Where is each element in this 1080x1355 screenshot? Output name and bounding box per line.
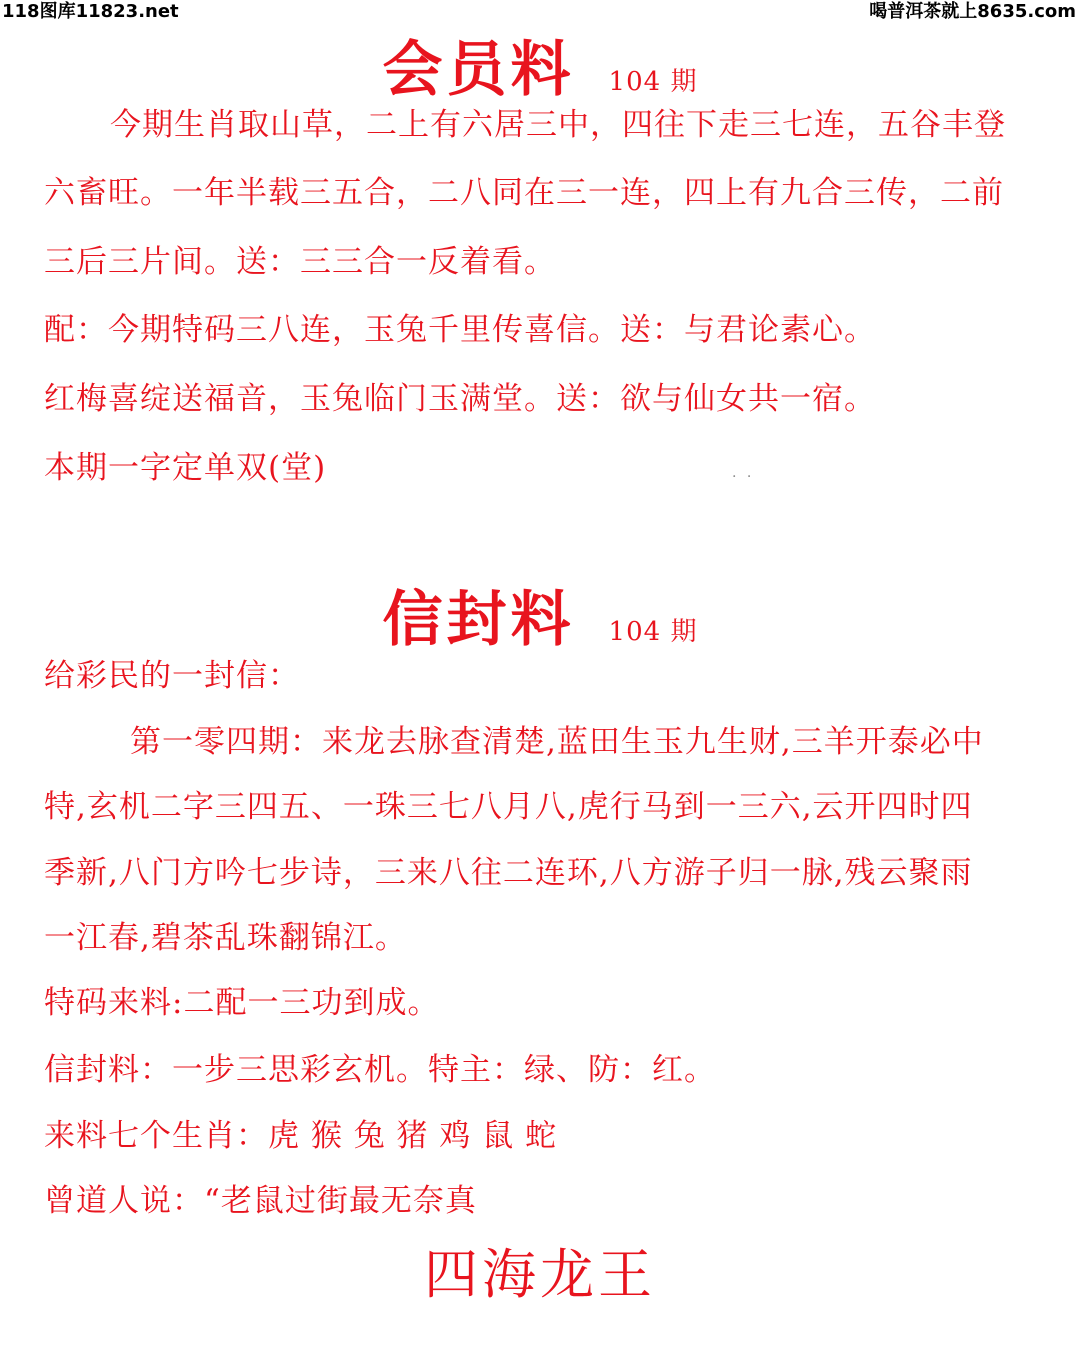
envelope-line-7: 信封料：一步三思彩玄机。特主：绿、防：红。	[44, 1052, 716, 1088]
member-line-1: 今期生肖取山草，二上有六居三中，四往下走三七连，五谷丰登	[110, 107, 1006, 143]
member-line-2: 六畜旺。一年半载三五合，二八同在三一连，四上有九合三传，二前	[44, 175, 1004, 211]
envelope-line-4: 季新,八门方吟七步诗，三来八往二连环,八方游子归一脉,残云聚雨	[44, 855, 973, 891]
member-line-3: 三后三片间。送：三三合一反着看。	[44, 244, 556, 280]
watermark-right: 喝普洱茶就上8635.com	[869, 1, 1076, 22]
section-title-envelope	[0, 572, 1080, 658]
envelope-line-1: 给彩民的一封信：	[44, 658, 300, 694]
member-title: 会员料	[382, 35, 575, 105]
member-line-4: 配：今期特码三八连，玉兔千里传喜信。送：与君论素心。	[44, 312, 876, 348]
envelope-line-2: 第一零四期：来龙去脉查清楚,蓝田生玉九生财,三羊开泰必中	[130, 724, 984, 760]
member-issue: 104 期	[608, 67, 698, 97]
watermark-left: 118图库11823.net	[2, 1, 179, 22]
envelope-line-8: 来料七个生肖：虎 猴 兔 猪 鸡 鼠 蛇	[44, 1118, 558, 1154]
section-title-member	[0, 22, 1080, 108]
member-line-6: 本期一字定单双(堂)	[44, 450, 327, 486]
envelope-line-6: 特码来料:二配一三功到成。	[44, 985, 440, 1021]
signature: 四海龙王	[424, 1243, 656, 1306]
stray-dots: . .	[732, 465, 755, 481]
envelope-line-9: 曾道人说：“老鼠过街最无奈真	[44, 1183, 477, 1219]
envelope-line-5: 一江春,碧茶乱珠翻锦江。	[44, 920, 407, 956]
envelope-line-3: 特,玄机二字三四五、一珠三七八月八,虎行马到一三六,云开四时四	[44, 789, 973, 825]
member-line-5: 红梅喜绽送福音，玉兔临门玉满堂。送：欲与仙女共一宿。	[44, 381, 876, 417]
envelope-issue: 104 期	[608, 617, 698, 647]
envelope-title: 信封料	[382, 585, 575, 655]
